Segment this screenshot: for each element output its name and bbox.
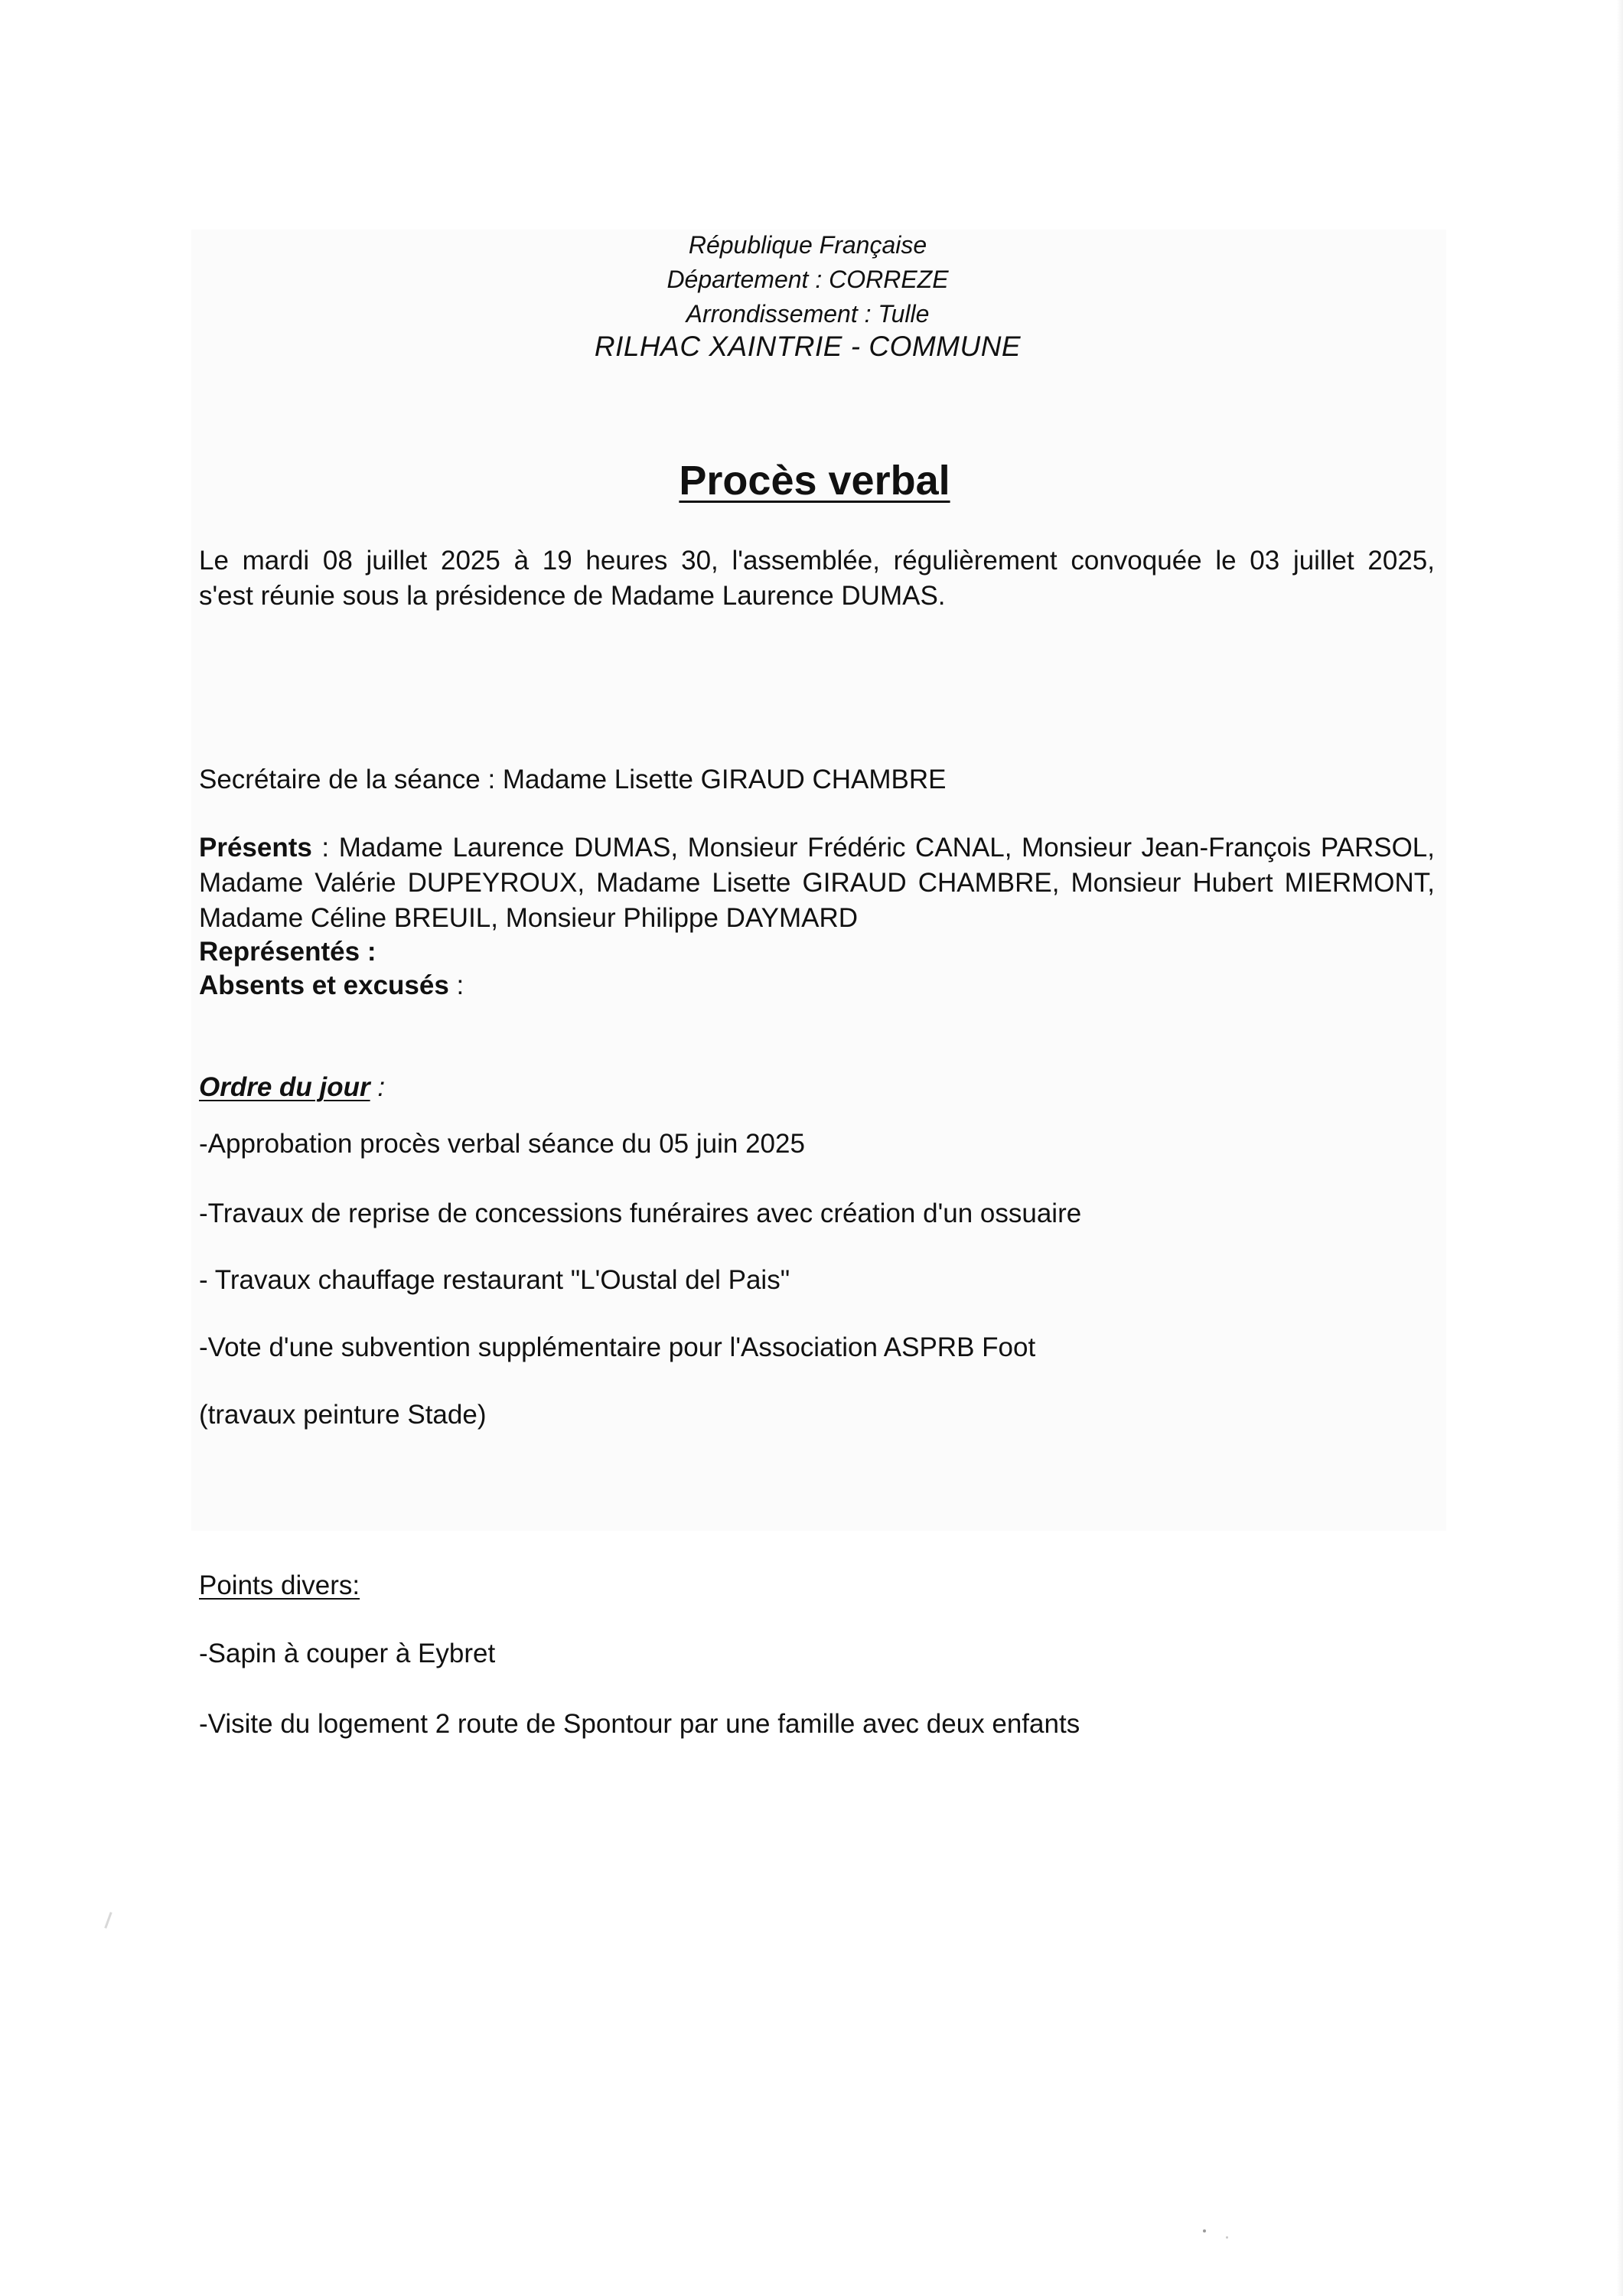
ordre-du-jour-heading xyxy=(199,1070,385,1105)
ordre-item-4: -Vote d'une subvention supplémentaire pour l'Association ASPRB Foot xyxy=(199,1332,1036,1362)
header-arrondissement: Arrondissement : Tulle xyxy=(686,300,930,328)
presents-label: Présents xyxy=(199,833,312,863)
scan-speck xyxy=(1226,2236,1228,2239)
representes-label: Représentés xyxy=(199,937,360,967)
scan-speck xyxy=(1203,2229,1206,2232)
ordre-du-jour-suffix: : xyxy=(370,1072,386,1102)
absents-suffix: : xyxy=(448,970,464,1000)
ordre-du-jour-label: Ordre du jour xyxy=(199,1072,370,1102)
header-republique: République Française xyxy=(688,231,927,259)
representes-line xyxy=(199,934,376,970)
intro-line-2: s'est réunie sous la présidence de Madame Laurence DUMAS. xyxy=(199,581,946,611)
points-divers-item-1: -Sapin à couper à Eybret xyxy=(199,1639,496,1668)
absents-label: Absents et excusés xyxy=(199,970,449,1000)
header-commune: RILHAC XAINTRIE - COMMUNE xyxy=(594,331,1022,362)
presents-paragraph xyxy=(199,830,1435,936)
secretaire-line: Secrétaire de la séance : Madame Lisette GIRAUD CHAMBRE xyxy=(199,765,947,794)
page-title xyxy=(3,454,1623,507)
header-departement: Département : CORREZE xyxy=(666,266,949,293)
ordre-item-5: (travaux peinture Stade) xyxy=(199,1400,487,1430)
absents-line xyxy=(199,968,464,1003)
representes-suffix: : xyxy=(360,937,376,967)
presents-text: : Madame Laurence DUMAS, Monsieur Frédéric CANAL, Monsieur Jean-François PARSOL, Madame Valérie DUPEYROUX, Madame Lisette GIRAUD CHAMBRE, Monsieur Hubert MIERMONT, Madame Céline BREUIL, Monsieur Philippe DAYMARD xyxy=(199,833,1435,933)
points-divers-heading: Points divers: xyxy=(199,1570,360,1600)
title-text: Procès verbal xyxy=(679,458,950,504)
ordre-item-2: -Travaux de reprise de concessions funéraires avec création d'un ossuaire xyxy=(199,1199,1082,1228)
points-divers-item-2: -Visite du logement 2 route de Spontour par une famille avec deux enfants xyxy=(199,1709,1080,1739)
ordre-item-3: - Travaux chauffage restaurant "L'Oustal del Pais" xyxy=(199,1265,790,1295)
scan-mark xyxy=(104,1912,112,1929)
intro-line-1: Le mardi 08 juillet 2025 à 19 heures 30, l'assemblée, régulièrement convoquée le 03 juillet 2025, xyxy=(199,546,1435,576)
ordre-item-1: -Approbation procès verbal séance du 05 juin 2025 xyxy=(199,1129,805,1159)
